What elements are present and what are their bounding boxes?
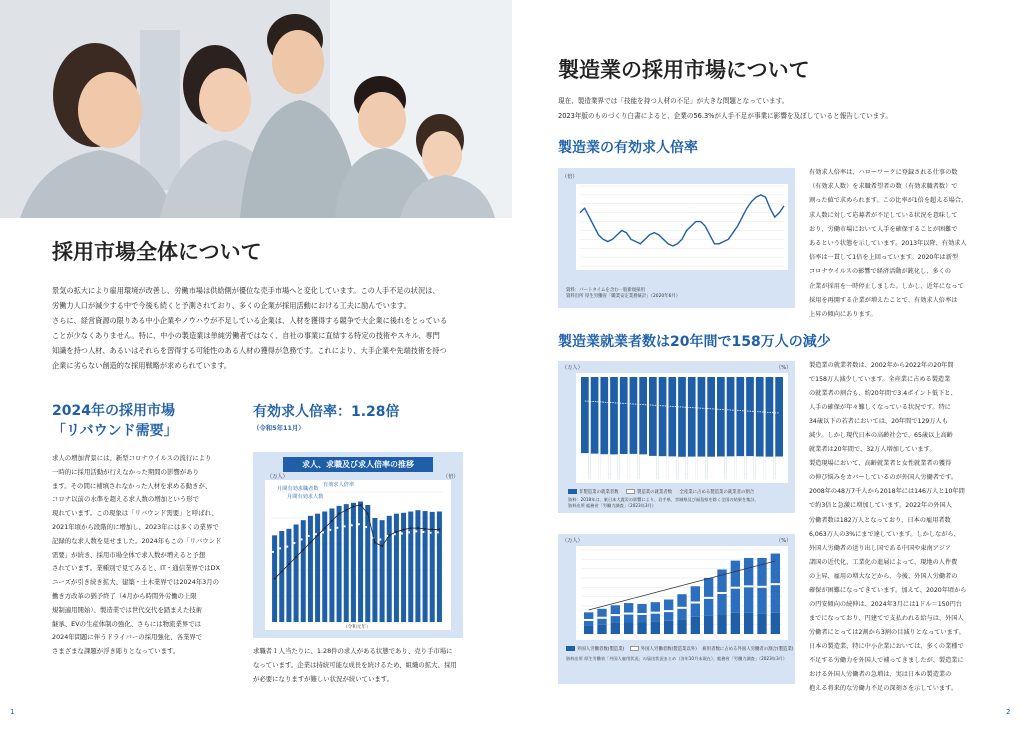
body-line: 製造業の就業者数は、2002年から2022年の20年間	[809, 362, 954, 369]
chart3-bar-mfg	[698, 457, 706, 479]
chart1-bar-mark	[351, 524, 353, 526]
chart1-bar-mark	[301, 538, 303, 540]
chart1-ratio-point	[345, 509, 347, 511]
chart1-bar-mark	[279, 547, 281, 549]
chart1-ratio-point	[403, 529, 405, 531]
chart1-ratio-point	[309, 542, 311, 544]
intro-line: 2023年版のものづくり白書によると、企業の56.3%が人手不足が事業に影響を及ぼしていると報告しています。	[558, 112, 892, 120]
chart3-bar-mfg	[717, 456, 725, 479]
chart1-bar-mark	[315, 533, 317, 535]
chart4-bar-divider	[717, 592, 726, 594]
body-line: 確保が困難になってきています。加えて、2020年頃から	[809, 586, 967, 594]
chart1-ratio-point	[367, 513, 369, 515]
body-line: ニーズが引き続き拡大、建築・土木業界では2024年3月の	[52, 578, 219, 587]
chart1-bar-mark	[358, 523, 360, 525]
chart3-bar-mfg	[746, 456, 754, 479]
chart1-ratio-point	[295, 556, 297, 558]
chart3-box	[558, 361, 795, 513]
chart1-bar-mark	[401, 532, 403, 534]
chart4-bar-divider	[637, 613, 646, 615]
workers-photo	[0, 0, 512, 218]
body-line: 34歳以下の若者においては、20年間で129万人も	[809, 418, 948, 426]
body-line: 求人の増加背景には、新型コロナウイルスの流行により	[52, 454, 212, 462]
body-line: 働き方改革の猶予終了（4月から時間外労働の上限	[52, 591, 197, 600]
chart1-ratio-point	[417, 527, 419, 529]
chart3-bar-mfg	[600, 454, 608, 479]
page-number-right: 2	[1006, 708, 1011, 716]
chart1-bar	[380, 520, 385, 622]
chart1-bar	[372, 518, 377, 622]
chart4-note	[566, 656, 790, 662]
right-sec2-title: 製造業就業者数は20年間で158万人の減少	[558, 334, 831, 350]
body-line: 日本の製造業、特に中小企業においては、多くの業種で	[809, 642, 964, 650]
chart4-bar-mfg	[757, 614, 766, 634]
chart1-box	[253, 452, 463, 638]
body-line: の伸び悩みをカバーしているのが外国人労働者です。	[809, 474, 958, 482]
legend-label: 雇用者数に占める外国人労働者の割合(製造業)	[702, 647, 794, 652]
body-line: 採用を再開する企業が増えたことで、有効求人倍率は	[809, 296, 958, 304]
chart3-bar-mfg	[766, 457, 774, 479]
chart4-bar-mfg	[677, 619, 686, 634]
legend-label: 外国人労働者数(製造業以外)	[640, 647, 697, 652]
chart1-bar	[437, 512, 442, 623]
chart1-bar-mark	[272, 551, 274, 553]
chart3-unit-right: （%）	[776, 365, 792, 371]
body-line: 諸国の近代化、工業化の進展によって、現地の人件費	[809, 558, 958, 566]
chart1-bar	[430, 512, 435, 622]
legend-swatch	[568, 489, 577, 494]
chart1-bar-mark	[337, 527, 339, 529]
chart3-bar-mfg	[707, 457, 715, 479]
sec2-body	[253, 645, 473, 686]
intro-line: 景気の拡大により雇用環境が改善し、労働市場は供給側が優位な売手市場へと変化しています。この人手不足の状況は、	[52, 286, 440, 295]
legend-swatch	[566, 646, 575, 651]
chart3-bar-mfg	[639, 454, 647, 479]
chart1-bar	[394, 514, 399, 622]
intro-line: ことが少なくありません。特に、中小の製造業は単純労働者ではなく、自社の事業に直結する特定の技術やスキル、専門	[52, 331, 440, 340]
right-sec1-body	[809, 166, 1009, 322]
chart1-title: 求人、求職及び求人倍率の推移	[283, 457, 433, 472]
right-sec2-body	[809, 359, 1009, 696]
chart1-bar-mark	[286, 546, 288, 548]
chart2-note	[566, 288, 680, 300]
chart4-bar-divider	[624, 613, 633, 615]
header-photo	[0, 0, 512, 218]
body-line: 需要」が続き、採用市場全体で求人数が増えると予想	[52, 550, 206, 559]
chart1-bar	[279, 531, 284, 622]
chart3-legend	[568, 489, 754, 496]
chart4-bar-divider	[584, 619, 593, 621]
chart4-svg	[558, 534, 795, 684]
body-line: 割った値で求められます。この比率が1倍を超える場合、	[809, 197, 968, 205]
body-line: 労働者数は182万人となっており、日本の雇用者数	[809, 516, 951, 524]
legend-label: 全産業に占める製造業の就業者の割合	[679, 490, 755, 495]
legend-swatch	[626, 489, 635, 494]
chart1-bar	[308, 516, 313, 622]
body-line: 一時的に採用活動が行えなかった期間の影響があり	[52, 467, 199, 476]
body-line: 求人数に対して応募者が不足している状況を意味して	[809, 211, 958, 219]
chart1-bar-mark	[308, 535, 310, 537]
chart1-label-offers: 月間有効求人数	[287, 494, 324, 500]
body-line: 不足する労働力を外国人で補ってきましたが、製造業に	[809, 656, 964, 664]
chart1-bar	[423, 511, 428, 622]
chart1-ratio-point	[395, 531, 397, 533]
intro-line: 労働力人口が減少する中で今後も続くと予測されており、多くの企業が採用活動における工夫に励んでいます。	[52, 301, 411, 310]
chart3-bar-mfg	[727, 456, 735, 479]
chart1-bar	[337, 506, 342, 622]
chart4-bar-divider	[677, 607, 686, 609]
chart1-ratio-point	[424, 528, 426, 530]
chart3-bar-mfg	[620, 454, 628, 479]
chart1-bar	[315, 514, 320, 622]
body-line: で約3倍と急激に増加しています。2022年の外国人	[809, 502, 952, 510]
body-line: 上昇の傾向にあります。	[809, 311, 877, 319]
chart1-label-ratio: 有効求人倍率	[323, 482, 355, 488]
chart1-ratio-point	[324, 527, 326, 529]
chart1-ratio-point	[388, 534, 390, 536]
chart3-bar-mfg	[775, 457, 783, 479]
body-line: 企業が採用を一時停止しました。しかし、近年になって	[809, 282, 964, 290]
chart4-bar-mfg	[744, 613, 753, 634]
body-line: 2021年頃から段階的に増加し、2023年には多くの業界で	[52, 522, 219, 531]
chart4-bar-divider	[757, 586, 766, 588]
legend-swatch	[630, 646, 639, 651]
body-line: の上昇、雇用の増大などから、今後、外国人労働者の	[809, 572, 958, 580]
chart4-unit-left: （万人）	[562, 538, 583, 544]
body-line: 有効求人倍率は、ハローワークに登録される仕事の数	[809, 169, 958, 176]
chart4-bar-divider	[744, 585, 753, 587]
chart1-bar-mark	[380, 538, 382, 540]
body-line: 現れています。この現象は「リバウンド需要」と呼ばれ、	[52, 509, 218, 518]
chart3-bar-mfg	[659, 456, 667, 479]
body-line: 求職者１人当たりに、1.28件の求人がある状態であり、売り手市場に	[253, 647, 453, 655]
chart1-ratio-point	[288, 563, 290, 565]
right-title: 製造業の採用市場について	[558, 58, 810, 82]
note-line: 資料：2018年は、東日本大震災の影響により、岩手県、宮城県及び福島県を除く全国の結果を集計。	[568, 497, 759, 502]
chart4-bar-mfg	[651, 621, 660, 634]
sec1-body	[52, 452, 238, 659]
body-line: コロナウイルスの影響で経済活動が鈍化し、多くの	[809, 268, 951, 276]
chart3-bar-mfg	[688, 457, 696, 479]
chart3-bar-mfg	[649, 456, 657, 479]
body-line: あるという状態を示しています。2013年以降、有効求人	[809, 240, 967, 248]
sec1-title-line: 「リバウンド需要」	[52, 423, 178, 439]
chart3-bar-mfg	[591, 454, 599, 479]
chart4-bar-divider	[704, 597, 713, 599]
body-line: 抱える将来的な労働力不足の深刻さを示しています。	[809, 685, 958, 693]
body-line: の円安傾向の続伸は、2024年3月には1ドル＝150円台	[809, 600, 962, 608]
chart4-bar-mfg	[597, 625, 606, 634]
chart1-bar	[365, 505, 370, 622]
left-intro	[52, 283, 472, 373]
chart1-note: （令和元年）	[343, 625, 371, 630]
intro-line: 知識を持つ人材、あるいはそれらを習得する可能性のある人材の獲得が急務です。これにより、大手企業や先端技術を持つ	[52, 346, 447, 355]
chart1-ratio-point	[431, 529, 433, 531]
chart3-bar-mfg	[610, 454, 618, 479]
chart3-bar-mfg	[581, 453, 589, 479]
chart4-bar-divider	[771, 583, 780, 585]
note-line: 資料出所 総務省「労働力調査」（2023年3月）	[568, 502, 656, 508]
body-line: 2024年問題に伴うドライバーの採用強化、各業界で	[52, 633, 203, 642]
note-line: 資料出所 厚生労働省「職業安定業務統計」（2020年6月）	[566, 294, 681, 299]
chart4-bar-mfg	[637, 622, 646, 634]
chart4-bar-other	[691, 586, 700, 617]
sec1-title	[52, 401, 178, 441]
chart1-ratio-point	[360, 504, 362, 506]
chart1-bar-mark	[322, 531, 324, 533]
chart4-bar-divider	[651, 612, 660, 614]
chart1-bar	[329, 508, 334, 622]
chart1-ratio-point	[381, 545, 383, 547]
page-number-left: 1	[10, 708, 15, 716]
chart2-box	[558, 168, 795, 308]
chart3-note	[568, 497, 759, 508]
body-line: おける外国人労働者の急増は、実は日本の製造業の	[809, 671, 952, 679]
note-line: 資料出所 厚生労働省「外国人雇用状況」の届出状況まとめ（各年10月末現在）、総務省「労働力調査」（2023年3月）	[566, 656, 787, 661]
chart3-bar-mfg	[756, 456, 764, 479]
chart4-bar-other	[624, 603, 633, 622]
chart1-bar-mark	[344, 525, 346, 527]
legend-label: 非製造業の就業者数	[579, 490, 619, 495]
chart1-bar	[358, 502, 363, 622]
chart1-bar-mark	[408, 531, 410, 533]
chart1-y-left: （万人）	[267, 474, 288, 480]
chart4-bar-divider	[611, 614, 620, 616]
body-line: の就業者の割合も、約20年間で3.4ポイント低下と、	[809, 390, 957, 398]
right-intro	[558, 94, 978, 124]
chart2-svg	[558, 168, 795, 308]
chart4-unit-right: （%）	[776, 538, 792, 544]
chart4-legend	[566, 646, 794, 653]
chart1-bar	[351, 503, 356, 622]
body-line: 就業者は20年間で、32万人増加しています。	[809, 446, 936, 454]
body-line: さまざまな課題が浮き彫りとなっています。	[52, 647, 180, 656]
chart1-ratio-point	[374, 542, 376, 544]
chart1-ratio-point	[302, 549, 304, 551]
body-line: で158万人減少しています。全産業に占める製造業	[809, 376, 951, 384]
intro-line: 現在、製造業界では「技能を持つ人材の不足」が大きな問題となっています。	[558, 97, 789, 105]
chart1-bar	[301, 520, 306, 622]
body-line: 2008年の48万7千人から2018年には146万人と10年間	[809, 488, 965, 496]
chart3-bar-mfg	[668, 456, 676, 479]
chart4-bar-divider	[731, 587, 740, 589]
chart1-bar	[344, 504, 349, 622]
chart3-bar-mfg	[678, 457, 686, 479]
chart4-bar-mfg	[731, 613, 740, 634]
body-line: （有効求人数）を求職希望者の数（有効求職者数）で	[809, 183, 958, 191]
body-line: されています。業種別で見てみると、IT・通信業界ではDX	[52, 564, 220, 573]
chart1-svg	[253, 472, 463, 638]
chart4-bar-other	[731, 561, 740, 613]
body-line: 6,063万人の3%にまで達しています。しかしながら、	[809, 530, 960, 538]
chart4-bar-mfg	[691, 617, 700, 634]
body-line: 人手の確保が年々難しくなっている状況です。特に	[809, 404, 951, 412]
body-line: 外国人労働者の送り出し国である中国や東南アジア	[809, 544, 952, 552]
chart4-bar-mfg	[624, 622, 633, 634]
body-line: ます。その間に補填されなかった人材を求める動きが、	[52, 481, 212, 490]
chart2-unit: （倍）	[562, 174, 578, 180]
body-line: 倍率は一貫して1倍を上回っています。2020年は新型	[809, 254, 959, 262]
intro-line: さらに、経営資源の限りある中小企業やノウハウが不足している企業は、人材を獲得する競争で大企業に後れをとっている	[52, 316, 448, 325]
chart4-bar-other	[744, 558, 753, 613]
body-line: 製造現場において、高齢就業者と女性就業者の獲得	[809, 460, 952, 468]
chart4-bar-mfg	[664, 621, 673, 634]
chart4-bar-other	[584, 612, 593, 625]
body-line: コロナ以前の水準を超える求人数の増加という形で	[52, 495, 199, 504]
chart4-bar-divider	[597, 617, 606, 619]
chart1-bar-mark	[365, 526, 367, 528]
chart3-bar-mfg	[736, 456, 744, 479]
chart1-ratio-point	[438, 529, 440, 531]
chart4-bar-mfg	[771, 613, 780, 634]
chart4-bar-divider	[691, 602, 700, 604]
body-line: までになっており、円建てで支払われる給与は、外国人	[809, 614, 964, 622]
chart1-bar	[286, 529, 291, 622]
chart1-label-seekers: 月間有効求職者数	[277, 486, 319, 492]
body-line: 減少。しかし現代日本の高齢社会で、65歳以上高齢	[809, 432, 953, 440]
chart1-y-right: （倍）	[443, 474, 459, 480]
body-line: 記録的な求人数を見せました。2024年もこの「リバウンド	[52, 536, 222, 545]
chart1-ratio-point	[317, 534, 319, 536]
left-title: 採用市場全体について	[52, 240, 262, 264]
sec2-sub: （令和5年11月）	[253, 424, 305, 432]
body-line: おり、労働市場において人手を確保することが困難で	[809, 225, 958, 233]
sec1-title-line: 2024年の採用市場	[52, 403, 175, 419]
chart4-bar-mfg	[717, 615, 726, 634]
chart1-ratio-point	[338, 513, 340, 515]
chart1-bar-mark	[394, 533, 396, 535]
body-line: が必要になりますが難しい状況が続いています。	[253, 674, 394, 683]
chart4-bar-mfg	[584, 626, 593, 634]
right-sec1-title: 製造業の有効求人倍率	[558, 140, 698, 156]
chart4-bar-divider	[664, 610, 673, 612]
chart1-bar-mark	[329, 529, 331, 531]
chart4-bar-mfg	[611, 623, 620, 634]
chart4-bar-mfg	[704, 616, 713, 634]
body-line: 継承、EVの生産体制の強化、さらには物流業界では	[52, 619, 202, 628]
chart1-ratio-point	[274, 578, 276, 580]
chart1-bar-mark	[423, 531, 425, 533]
sec2-title: 有効求人倍率：1.28倍	[253, 404, 400, 420]
note-line: 資料：パートタイムを含む一般新規採用	[566, 288, 645, 293]
chart1-bar-mark	[430, 532, 432, 534]
chart1-bar	[415, 510, 420, 622]
intro-line: 企業に劣らない創造的な採用戦略が求められています。	[52, 361, 232, 370]
chart1-ratio-point	[281, 570, 283, 572]
chart1-ratio-point	[352, 505, 354, 507]
body-line: なっています。企業は持続可能な成長を続けるため、組織の拡大、採用	[253, 660, 457, 669]
chart1-ratio-point	[331, 520, 333, 522]
body-line: 労働者にとっては2割から3割の目減りとなっています。	[809, 628, 965, 636]
chart1-bar-mark	[415, 530, 417, 532]
chart3-unit-left: （万人）	[562, 365, 583, 371]
chart3-bar-mfg	[630, 454, 638, 479]
chart4-box	[558, 534, 795, 684]
chart1-ratio-point	[410, 527, 412, 529]
chart1-bar	[387, 516, 392, 622]
body-line: 規制適用開始）、製造業では世代交代を踏まえた技術	[52, 605, 203, 614]
legend-label: 製造業の就業者数	[636, 490, 673, 495]
chart1-bar-mark	[294, 542, 296, 544]
chart1-bar-mark	[437, 531, 439, 533]
legend-label: 外国人労働者数(製造業)	[577, 647, 625, 652]
chart1-bar	[294, 525, 299, 623]
